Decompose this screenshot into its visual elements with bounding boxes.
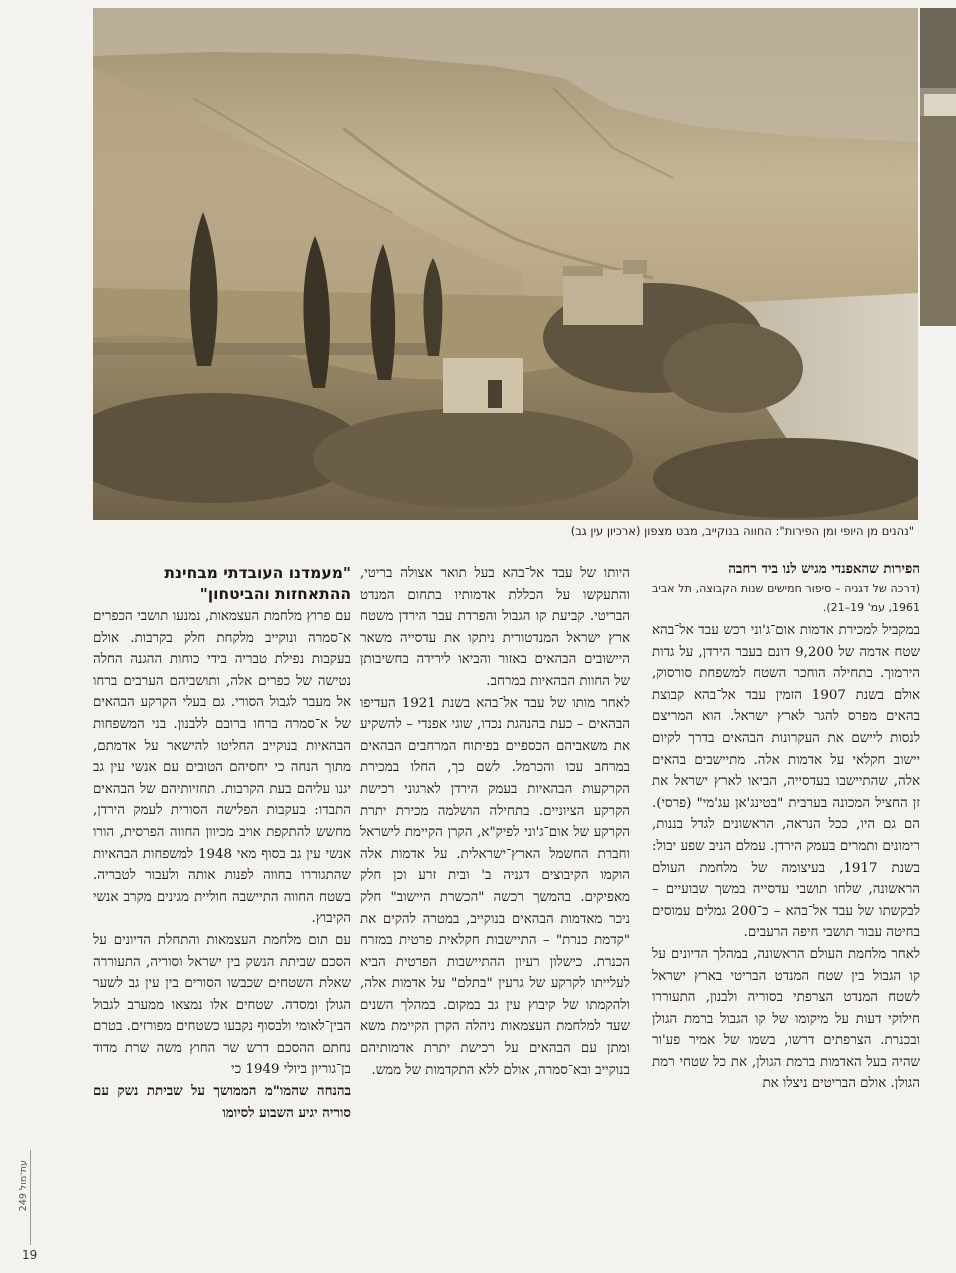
page-number: 19 [22,1248,38,1262]
section-heading: "מעמדנו העובדתי מבחינת ההתאחזות והביטחון" [164,564,351,603]
column-middle [360,563,630,1081]
column-right [652,560,920,1095]
photo-caption: "נהנים מן היופי ומן הפירות": החווה בנוקייב, מבט מצפון (ארכיון עין גב) [570,524,914,538]
main-photo [93,8,918,520]
column-right-subhead: הפירות שהאפנדי מגיש לנו ביד רחבה [728,561,920,577]
paragraph: היותו של עבד אל־בהא בעל תואר אצולה בריטי, והתעקשו על הכללת אדמותיו בתחום המנדט הבריטי. קביעת קו הגבול והפרדת עבר הירדן משטח ארץ ישראל המנדטורית ניתקו את עדסייה משאר היישובים הבהאים באזור והביאו לירידה בחשיבותן של החוות הבהאיות במרחב. [360,566,630,689]
paragraph: עם תום מלחמת העצמאות והתחלת הדיונים על הסכם שביתת הנשק בין ישראל וסוריה, התעוררה שאלת השטחים שכבשו הסורים בין עין גב לשער הגולן ומסדה. שטחים אלו נמצאו ממערב לגבול הבין־לאומי ולבסוף נקבעו כשטחים מפורזים. בטרם נחתם ההסכם דרש שר החוץ משה שרת מדוד בן־גוריון ביולי 1949 כי [93,932,351,1078]
column-left [93,563,351,1124]
bold-quote-start: בהנחה שהמו"מ הממושך על שביתת נשק עם סוריה יגיע השבוע לסיומו [93,1083,351,1121]
paragraph: לאחר מלחמת העולם הראשונה, במהלך הדיונים על קו הגבול בין שטח המנדט הבריטי בארץ ישראל לשטח המנדט הצרפתי בסוריה ולבנון, התעוררו חילוקי דעות על מיקומו של קו הגבול ברמת הגולן ובכנרת. הצרפתים דרשו, בשמו של אמיר פע'ור שהיה בעל האדמות ברמת הגולן, את כל שטחי רמת הגולן. אולם הבריטים ניצלו את [652,946,920,1092]
paragraph: עם פרוץ מלחמת העצמאות, נמנעו תושבי הכפרים א־סמרה ונוקייב מלקחת חלק בקרבות. אולם בעקבות נפילת טבריה בידי כוחות ההגנה החלה נטישה של כפרים אלה, ותושביהם הערבים ברחו אל מעבר לגבול הסורי. גם בעלי הקרקע הבהאים של א־סמרה ברחו ברובם ללבנון. בני המשפחות הבהאיות בנוקייב החליטו להישאר על אדמתם, מתוך הנחה כי יחסיהם הטובים עם אנשי עין גב יגנו עליהם בעת הקרבות. תחזיותיהם של הבהאים התבדו: בעקבות הפלישה הסורית לעמק הירדן, מחשש להתקפת אויב מכיוון החווה הפרסית, הורו אנשי עין גב בסוף מאי 1948 למשפחות הבהאיות שהתגוררו בחווה לפנות אותה ולעבור לטבריה. בשטח החווה התיישבה חוליית מגינים מקרב אנשי הקיבוץ. [93,609,351,927]
adjacent-photo-edge [920,8,956,326]
paragraph: לאחר מותו של עבד אל־בהא בשנת 1921 העדיפו הבהאים – כעת בהנהגת נכדו, שוגי אפנדי – להשקיע את משאביהם הכספיים בפיתוח המרחבים הבהאים במרחב עכו והכרמל. לשם כך, החלו במכירת הקרקעות הבהאיות בעמק הירדן לארגוני רכישת הקרקע הציוניים. בתחילה הושלמה מכירת יתרת הקרקע של אום־ג'וני לפיק"א, הקרן הקיימת לישראל וחברת החשמל הארץ־ישראלית. על אדמות אלה הוקמו הקיבוצים דגניה ב' ובית זרע וכן חלק מאפיקים. בהמשך רכשה "הכשרת היישוב" חלק ניכר מאדמות הבהאים בנוקייב, במטרה להקים את "קדמת כנרת" – התיישבות חקלאית פרטית במזרח הכנרת. כישלון רעיון ההתיישבות הפרטית הביא לעלייתו לקרקע של גרעין "בתלם" על אדמות אלה, ולהקמתו של קיבוץ עין גב במקום. במהלך השנים שעד למלחמת העצמאות ניהלה הקרן הקיימת משא ומתן עם הבהאים על רכישת יתרת אדמותיהם בנוקייב ובא־סמרה, אולם ללא התקדמות של ממש. [360,695,630,1078]
magazine-name: עת־מול 249 [18,1160,29,1212]
column-right-source: (דרכה של דגניה – סיפור חמישים שנות הקבוצה, תל אביב 1961, עמ' 19–21). [652,582,920,614]
paragraph: במקביל למכירת אדמות אום־ג'וני רכש עבד אל־בהא שטח אדמה של 9,200 דונם בעבר הירדן, על גדות הירמוך. בתחילה הוחכר השטח למשפחת סורסוק, אולם בשנת 1907 הזמין עבד אל־בהא קבוצת בהאים מפרס להגר לארץ ישראל. הוא המריצם לנסות ליישם את העקרונות הבהאים בדרך לקיום יישוב חקלאי על אדמות אלה. מתיישבים בהאים אלה, שהתיישבו בעדסייה, הביאו לארץ ישראל את זן החציל המכונה בערבית "בטינג'אן עג'מי" (פרסי). הם גם היו, ככל הנראה, הראשונים לגדל בננות, רימונים ותמרים בעמק הירדן. עמלם הניב שפע יבול: בשנת 1917, בעיצומה של מלחמת העולם הראשונה, שלחו תושבי עדסייה במשך שבועיים – לבקשתו של עבד אל־בהא – כ־200 גמלים עמוסים בחיטה עבור תושבי חיפה הרעבים. [652,623,920,941]
landscape-illustration [93,8,918,520]
